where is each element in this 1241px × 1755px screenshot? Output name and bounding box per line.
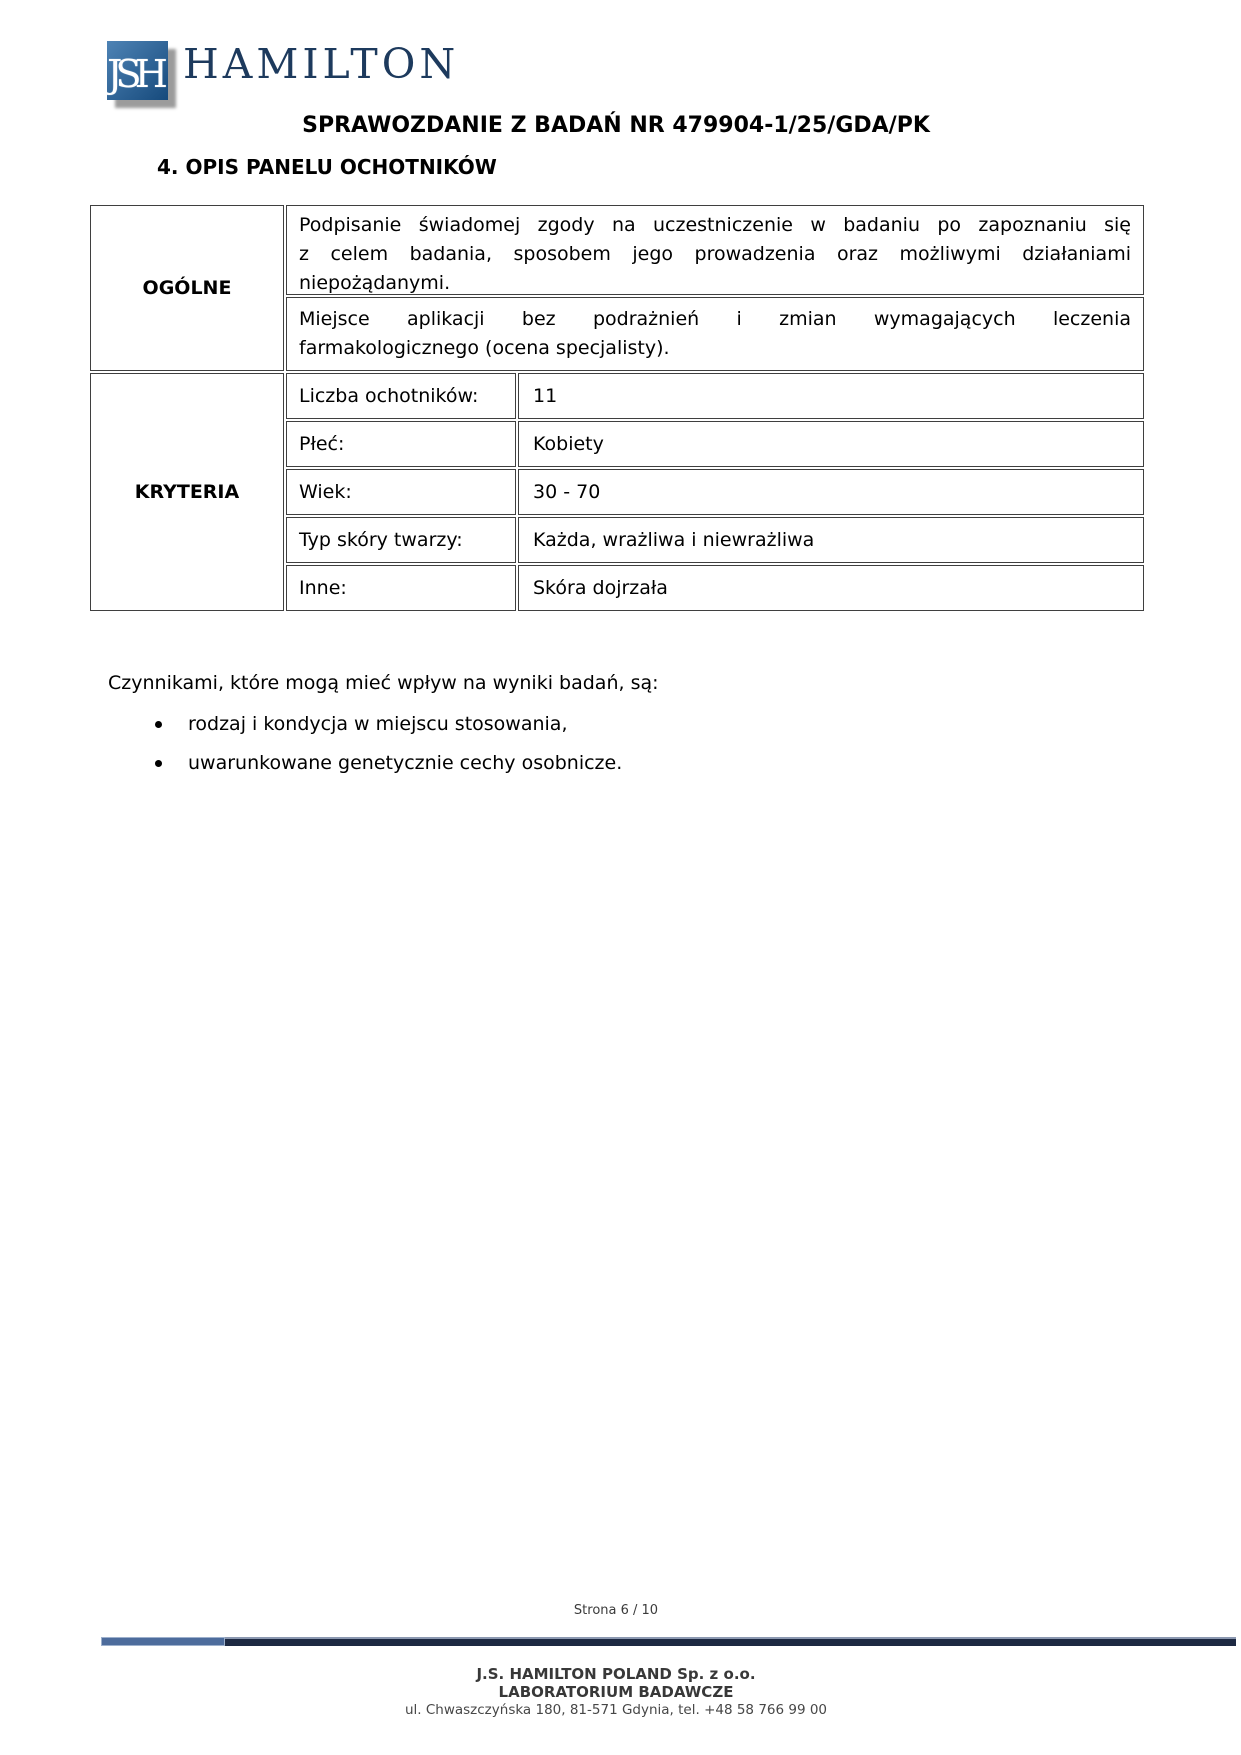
brand-name: HAMILTON	[183, 40, 460, 88]
ogolne-consent-line: z celem badania, sposobem jego prowadzenia oraz możliwymi działaniami	[299, 243, 1131, 265]
report-title: SPRAWOZDANIE Z BADAŃ NR 479904-1/25/GDA/PK	[302, 113, 930, 138]
footer-bar-dark-segment	[225, 1637, 1236, 1646]
row-value-sex: Kobiety	[518, 421, 1144, 467]
bullet-icon	[155, 721, 162, 728]
row-value-skin-type: Każda, wrażliwa i niewrażliwa	[518, 517, 1144, 563]
row-value-age: 30 - 70	[518, 469, 1144, 515]
footer-bar-light-segment	[101, 1637, 225, 1646]
bullet-icon	[155, 760, 162, 767]
ogolne-consent-line: niepożądanymi.	[299, 272, 451, 294]
list-item-text: rodzaj i kondycja w miejscu stosowania,	[188, 713, 568, 735]
bullet-list	[108, 711, 1108, 776]
panel-table	[90, 205, 1144, 611]
hamilton-logo-icon	[107, 41, 168, 100]
row-label-age: Wiek:	[286, 469, 516, 515]
list-item	[108, 750, 1108, 776]
ogolne-consent-line: Podpisanie świadomej zgody na uczestniczenie w badaniu po zapoznaniu się	[299, 214, 1131, 236]
factors-section	[108, 672, 1108, 789]
row-label-volunteers: Liczba ochotników:	[286, 373, 516, 419]
ogolne-cell-consent	[286, 205, 1144, 295]
ogolne-label: OGÓLNE	[90, 205, 284, 371]
logo-monogram: JSH	[107, 51, 162, 96]
list-item-text: uwarunkowane genetycznie cechy osobnicze.	[188, 752, 623, 774]
row-label-skin-type: Typ skóry twarzy:	[286, 517, 516, 563]
row-label-other: Inne:	[286, 565, 516, 611]
factors-intro: Czynnikami, które mogą mieć wpływ na wyniki badań, są:	[108, 672, 659, 694]
row-value-volunteers: 11	[518, 373, 1144, 419]
footer-divider-bar	[101, 1637, 1236, 1646]
row-label-sex: Płeć:	[286, 421, 516, 467]
ogolne-site-line: farmakologicznego (ocena specjalisty).	[299, 337, 670, 359]
footer-department: LABORATORIUM BADAWCZE	[498, 1683, 734, 1701]
kryteria-label: KRYTERIA	[90, 373, 284, 611]
list-item	[108, 711, 1108, 737]
ogolne-site-line: Miejsce aplikacji bez podrażnień i zmian wymagających leczenia	[299, 308, 1131, 330]
ogolne-cell-application-site	[286, 297, 1144, 371]
footer-address: ul. Chwaszczyńska 180, 81-571 Gdynia, tel. +48 58 766 99 00	[404, 1702, 828, 1718]
section-heading: 4. OPIS PANELU OCHOTNIKÓW	[157, 155, 497, 179]
footer-company: J.S. HAMILTON POLAND Sp. z o.o.	[476, 1665, 756, 1683]
row-value-other: Skóra dojrzała	[518, 565, 1144, 611]
page-indicator: Strona 6 / 10	[573, 1603, 659, 1618]
